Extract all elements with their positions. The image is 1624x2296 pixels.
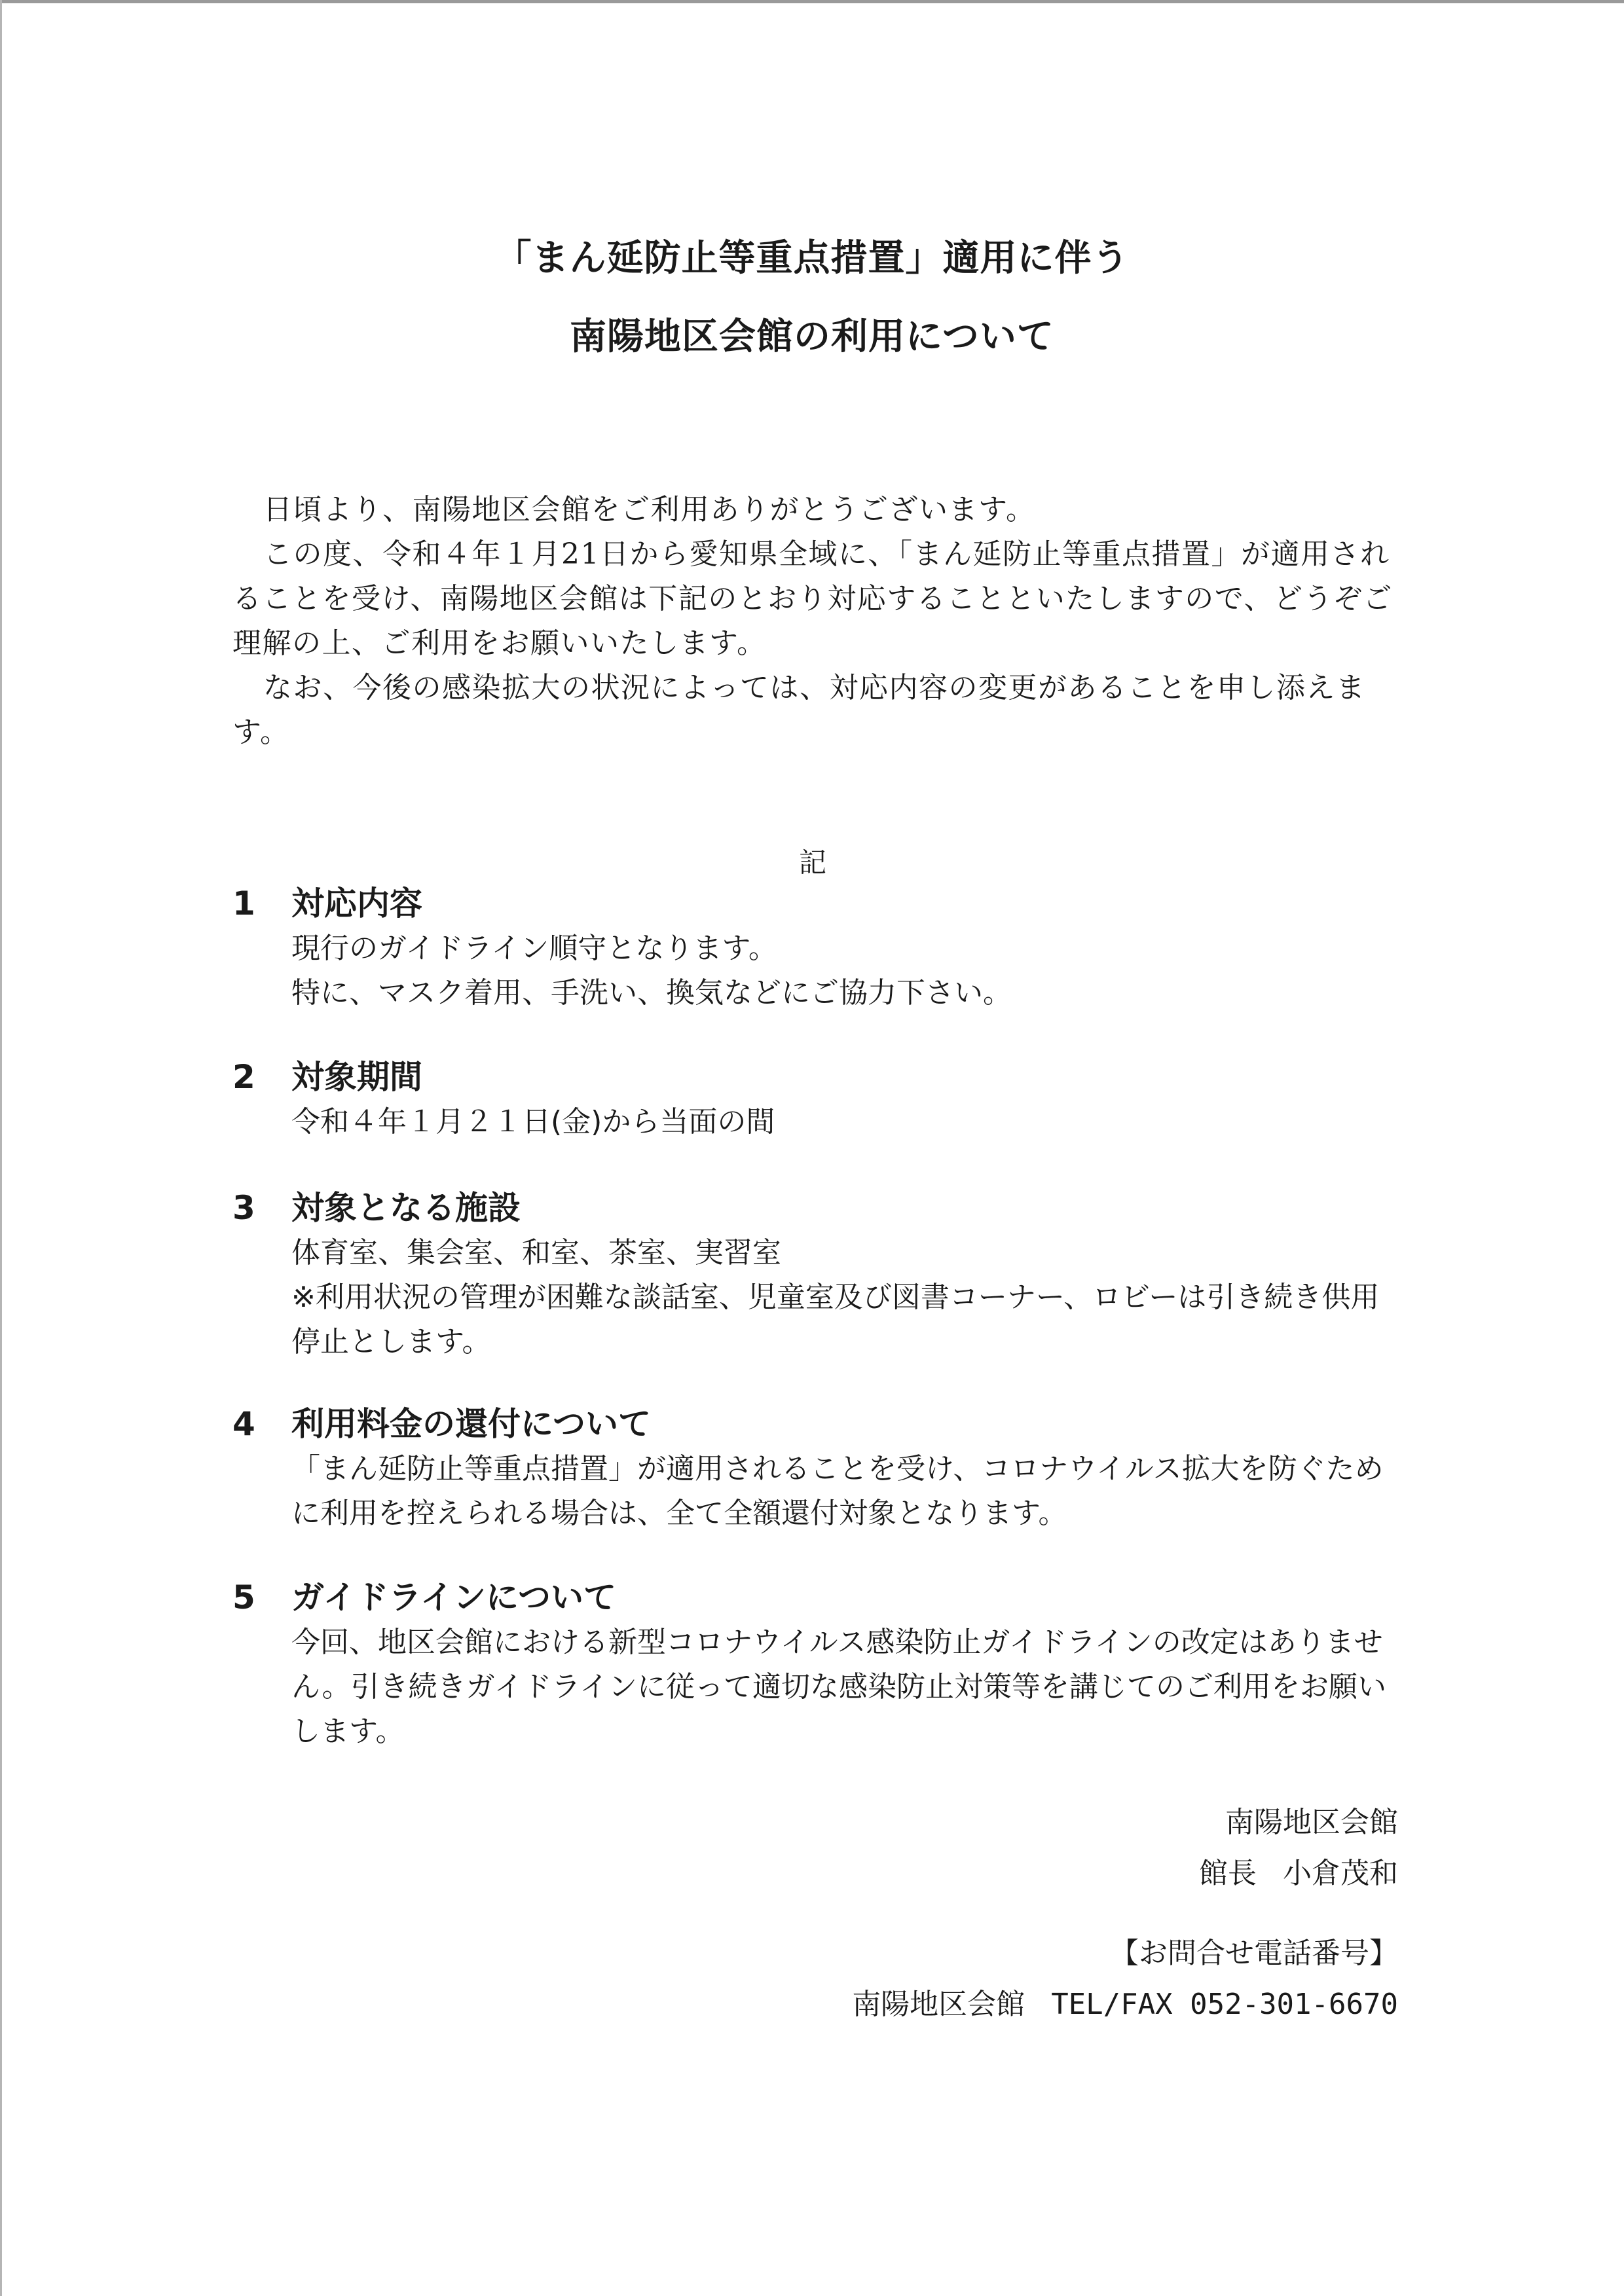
section-line: ※利用状況の管理が困難な談話室、児童室及び図書コーナー、ロビーは引き続き供用停止とします。 <box>291 1281 1380 1358</box>
signature-role: 館長 <box>1199 1857 1257 1890</box>
section-line: 現行のガイドライン順守となります。 <box>291 932 777 965</box>
section-facilities <box>232 1185 1405 1364</box>
intro-paragraph: なお、今後の感染拡大の状況によっては、対応内容の変更があることを申し添えます。 <box>232 671 1366 749</box>
intro-paragraph: 日頃より、南陽地区会館をご利用ありがとうございます。 <box>263 493 1036 526</box>
section-body <box>291 1100 1405 1144</box>
section-number: 5 <box>232 1578 255 1616</box>
section-number: 2 <box>232 1058 255 1096</box>
intro-paragraph: この度、令和４年１月21日から愛知県全域に、「まん延防止等重点措置」が適用されることを受け、南陽地区会館は下記のとおり対応することといたしますので、どうぞご理解の上、ご利用をお願いいたします。 <box>232 538 1393 660</box>
section-line: 「まん延防止等重点措置」が適用されることを受け、コロナウイルス拡大を防ぐために利用を控えられる場合は、全て全額還付対象となります。 <box>291 1452 1384 1530</box>
intro-text <box>232 488 1398 755</box>
contact-phone: TEL/FAX 052-301-6670 <box>1051 1988 1398 2021</box>
section-heading <box>232 1575 1405 1620</box>
section-number: 4 <box>232 1405 255 1443</box>
section-body <box>291 1231 1405 1364</box>
signature-name: 小倉茂和 <box>1283 1857 1398 1890</box>
section-body <box>291 1620 1405 1754</box>
section-number: 1 <box>232 884 255 922</box>
contact-org: 南陽地区会館 <box>852 1988 1025 2021</box>
section-heading <box>232 1185 1405 1231</box>
contact-heading: 【お問合せ電話番号】 <box>1110 1937 1398 1970</box>
scan-edge-top <box>0 0 1624 3</box>
section-title: 対応内容 <box>291 884 422 922</box>
title-line-2: 南陽地区会館の利用について <box>570 316 1054 358</box>
signature-org: 南陽地区会館 <box>1225 1806 1398 1839</box>
section-line: 今回、地区会館における新型コロナウイルス感染防止ガイドラインの改定はありません。引き続きガイドラインに従って適切な感染防止対策等を講じてのご利用をお願いします。 <box>291 1626 1386 1748</box>
section-line: 特に、マスク着用、手洗い、換気などにご協力下さい。 <box>291 976 1012 1010</box>
section-heading <box>232 1401 1405 1447</box>
ki-heading: 記 <box>799 847 827 879</box>
section-title: 対象となる施設 <box>291 1189 521 1227</box>
section-line: 令和４年１月２１日(金)から当面の間 <box>291 1105 775 1139</box>
section-response <box>232 881 1405 1015</box>
signature-person <box>1199 1848 1398 1899</box>
section-heading <box>232 881 1405 926</box>
section-period <box>232 1054 1405 1144</box>
section-line: 体育室、集会室、和室、茶室、実習室 <box>291 1236 781 1269</box>
signature-block <box>1199 1797 1398 1899</box>
section-body <box>291 926 1405 1015</box>
section-title: ガイドラインについて <box>291 1578 616 1616</box>
section-number: 3 <box>232 1189 255 1227</box>
section-title: 対象期間 <box>291 1058 422 1096</box>
title-line-1: 「まん延防止等重点措置」適用に伴う <box>494 237 1130 280</box>
section-heading <box>232 1054 1405 1100</box>
section-body <box>291 1447 1405 1536</box>
contact-block <box>852 1928 1398 2030</box>
section-refund <box>232 1401 1405 1536</box>
section-guideline <box>232 1575 1405 1754</box>
section-title: 利用料金の還付について <box>291 1405 651 1443</box>
contact-line <box>852 1979 1398 2030</box>
